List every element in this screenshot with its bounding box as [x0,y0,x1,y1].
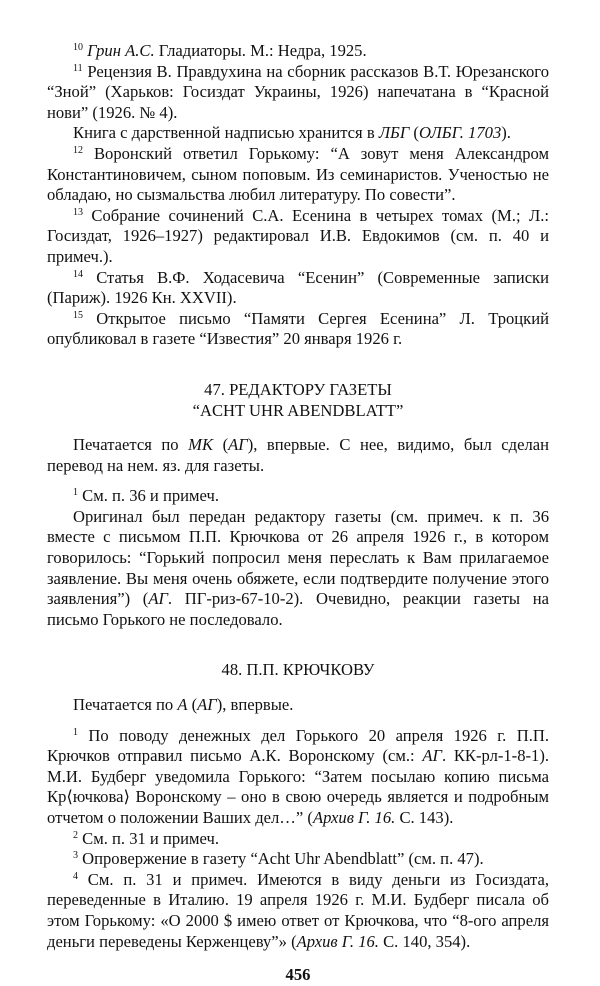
section-47-subtitle: “ACHT UHR ABENDBLATT” [192,400,404,420]
page-number: 456 [285,965,311,985]
footnote-14: $^{14}$ Статья В.Ф. Ходасевича “Есенин” (Современные записки (Париж). 1926 Кн. XXVII). [47,267,549,308]
spacer [47,716,549,726]
footnote-12: $^{12}$ Воронский ответил Горькому: “А зовут меня Александром Константиновичем, сыном поповым. Из семинаристов. Ученостью не обладаю, но сызмальства любил литературу. По совести”. [47,143,549,205]
section-47-title: 47. РЕДАКТОРУ ГАЗЕТЫ [204,379,392,399]
spacer [47,630,549,660]
spacer [47,476,549,486]
section-47-source: Печатается по МК (АГ), впервые. С нее, видимо, был сделан перевод на нем. яз. для газеты. [47,435,549,475]
section-48-title: 48. П.П. КРЮЧКОВУ [221,660,375,680]
footnote-number: 11 [73,62,83,74]
footnote-number: 14 [73,268,83,280]
spacer [47,350,549,380]
section-47-footnote-1: $^1$ См. п. 36 и примеч. [73,486,219,506]
document-page [47,41,549,986]
section-48-source: Печатается по А (АГ), впервые. [73,695,294,715]
section-48-footnote-2: $^2$ См. п. 31 и примеч. [73,828,219,848]
spacer [47,681,549,695]
spacer [47,421,549,435]
footnote-15: $^{15}$ Открытое письмо “Памяти Сергея Есенина” Л. Троцкий опубликовал в газете “Известия” 20 января 1926 г. [47,308,549,349]
footnote-number: 3 [73,850,78,862]
footnote-11: $^{11}$ Рецензия В. Правдухина на сборник рассказов В.Т. Юрезанского “Зной” (Харьков: Госиздат Украины, 1926) напечатана в “Красной нови” (1926. № 4). [47,61,549,122]
footnote-number: 1 [73,726,78,738]
footnote-number: 4 [73,870,78,882]
footnote-number: 15 [73,309,83,321]
section-48-footnote-3: $^3$ Опровержение в газету “Acht Uhr Abendblatt” (см. п. 47). [73,849,484,869]
footnote-10: $^{10}$ Грин А.С. Гладиаторы. М.: Недра, 1925. [73,41,367,60]
italic-author: Грин А.С. [87,41,155,60]
section-48-footnote-4: $^4$ См. п. 31 и примеч. Имеются в виду деньги из Госиздата, переведенные в Италию. 19 апреля 1926 г. М.И. Будберг писала об этом Горькому: «О 2000 $ имею ответ от Крючкова, что “8-ого апреля деньги переведены Керженцеву”» (Архив Г. 16. С. 140, 354). [47,869,549,951]
section-48-footnote-1: $^1$ По поводу денежных дел Горького 20 апреля 1926 г. П.П. Крючков отправил письмо А.К. Воронскому (см.: АГ. КК-рл-1-8-1). М.И. Будберг уведомила Горького: “Затем посылаю копию письма Кр⟨ючкова⟩ Воронскому – оно в свою очередь является и подробным отчетом о положении Ваших дел…” (Архив Г. 16. С. 143). [47,725,549,827]
footnote-number: 2 [73,829,78,841]
footnote-number: 12 [73,144,83,156]
footnote-number: 13 [73,206,83,218]
book-inscription-note: Книга с дарственной надписью хранится в ЛБГ (ОЛБГ. 1703). [73,123,511,143]
footnote-number: 1 [73,487,78,499]
footnote-13: $^{13}$ Собрание сочинений С.А. Есенина в четырех томах (М.; Л.: Госиздат, 1926–1927) редактировал И.В. Евдокимов (см. п. 40 и примеч.). [47,205,549,266]
footnote-number: 10 [73,42,83,53]
section-47-original-note: Оригинал был передан редактору газеты (см. примеч. к п. 36 вместе с письмом П.П. Крючкова от 26 апреля 1926 г., в котором говорилось: “Горький попросил меня переслать к Вам прилагаемое заявление. Вы меня очень обяжете, если подтвердите получение этого заявления”) (АГ. ПГ-риз-67-10-2). Очевидно, реакции газеты на письмо Горького не последовало. [47,506,549,629]
